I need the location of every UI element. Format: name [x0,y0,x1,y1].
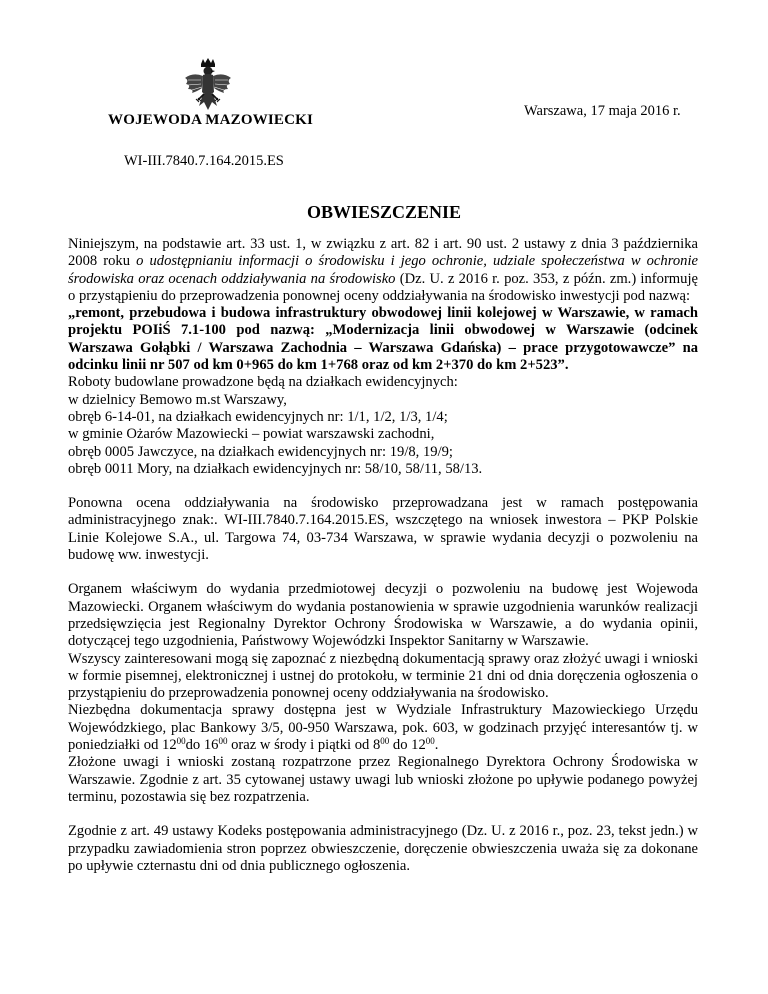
page-title: OBWIESZCZENIE [306,202,462,222]
case-number: WI-III.7840.7.164.2015.ES [124,153,284,169]
project-name [68,305,698,374]
polish-eagle-icon [183,58,233,114]
issuing-authority: WOJEWODA MAZOWIECKI [108,112,314,128]
assessment-paragraph: Ponowna ocena oddziaływania na środowisko przeprowadzana jest w ramach postępowania administracyjnego znak:. WI-III.7840.7.164.2015.ES, wszczętego na wniosek inwestora – PKP Polskie Linie Kolejowe S.A., ul. Targowa 74, 03-734 Warszawa, w sprawie wydania decyzji o pozwoleniu na budowę ww. inwestycji. [68,495,698,564]
law-title: o udostępnianiu informacji o środowisku i jego ochronie, udziale społeczeństwa w ochronie środowiska oraz ocenach oddziaływania na środowisko [68,253,698,287]
project-name-text: „remont, przebudowa i budowa infrastruktury obwodowej linii kolejowej w Warszawie, w ramach projektu POIiŚ 7.1-100 pod nazwą: „Modernizacja linii obwodowej w Warszawie (odcinek Warszawa Gołąbki / Warszawa Zachodnia – Warszawa Gdańska) – prace przygotowawcze” na odcinku linii nr 507 od km 0+965 do km 1+768 oraz od km 2+370 do km 2+523”. [68,305,698,374]
documentation-text: do 16 [185,737,219,754]
time-superscript: 00 [380,736,390,747]
place-date: Warszawa, 17 maja 2016 r. [524,103,681,119]
plots-line: obręb 6-14-01, na działkach ewidencyjnych nr: 1/1, 1/2, 1/3, 1/4; [68,408,448,425]
documentation-text: oraz w środy i piątki od 8 [227,737,381,754]
plots-line: obręb 0011 Mory, na działkach ewidencyjnych nr: 58/10, 58/11, 58/13. [68,460,483,477]
plots-line: w dzielnicy Bemowo m.st Warszawy, [68,391,287,408]
time-superscript: 00 [425,736,435,747]
documentation-text: Niezbędna dokumentacja sprawy dostępna jest w Wydziale Infrastruktury Mazowieckiego Urzędu Wojewódzkiego, plac Bankowy 3/5, 00-950 Warszawa, pok. 603, w godzinach przyjęć interesantów tj. w poniedziałki od 12 [68,702,698,754]
review-paragraph: Złożone uwagi i wnioski zostaną rozpatrzone przez Regionalnego Dyrektora Ochrony Środowiska w Warszawie. Zgodnie z art. 35 cytowanej ustawy uwagi lub wnioski złożone po upływie podanego powyżej terminu, pozostawia się bez rozpatrzenia. [68,754,698,805]
plots-line: w gminie Ożarów Mazowiecki – powiat warszawski zachodni, [68,426,435,443]
documentation-text: . [434,737,439,754]
intro-paragraph [68,236,698,305]
time-superscript: 00 [218,736,228,747]
closing-paragraph: Zgodnie z art. 49 ustawy Kodeks postępowania administracyjnego (Dz. U. z 2016 r., poz. 23, tekst jedn.) w przypadku zawiadomienia stron poprzez obwieszczenie, doręczenie obwieszczenia uważa się za dokonane po upływie czternastu dni od dnia publicznego ogłoszenia. [68,823,698,874]
intro-text-2: (Dz. U. z 2016 r. poz. 353, z późn. zm.) informuję o przystąpieniu do przeprowadzenia ponownej oceny oddziaływania na środowisko inwestycji pod nazwą: [68,270,698,304]
plots-line: obręb 0005 Jawczyce, na działkach ewidencyjnych nr: 19/8, 19/9; [68,443,453,460]
documentation-paragraph [68,702,698,754]
authority-paragraph: Organem właściwym do wydania przedmiotowej decyzji o pozwoleniu na budowę jest Wojewoda Mazowiecki. Organem właściwym do wydania postanowienia w sprawie uzgodnienia warunków realizacji przedsięwzięcia jest Regionalny Dyrektor Ochrony Środowiska w Warszawie, a do wydania opinii, dotyczącej tego uzgodnienia, Państwowy Wojewódzki Inspektor Sanitarny w Warszawie. [68,581,698,650]
intro-text-1: Niniejszym, na podstawie art. 33 ust. 1, w związku z art. 82 i art. 90 ust. 2 ustawy z dnia 3 października 2008 roku [68,236,698,270]
consultation-paragraph: Wszyscy zainteresowani mogą się zapoznać z niezbędną dokumentacją sprawy oraz złożyć uwagi i wnioski w formie pisemnej, elektronicznej i ustnej do protokołu, w terminie 21 dni od dnia doręczenia ogłoszenia o przystąpieniu do przeprowadzenia ponownej oceny oddziaływania na środowisko. [68,650,698,702]
document-body [68,236,698,875]
time-superscript: 00 [176,736,186,747]
plots-line: Roboty budowlane prowadzone będą na działkach ewidencyjnych: [68,374,458,391]
documentation-text: do 12 [389,737,426,754]
